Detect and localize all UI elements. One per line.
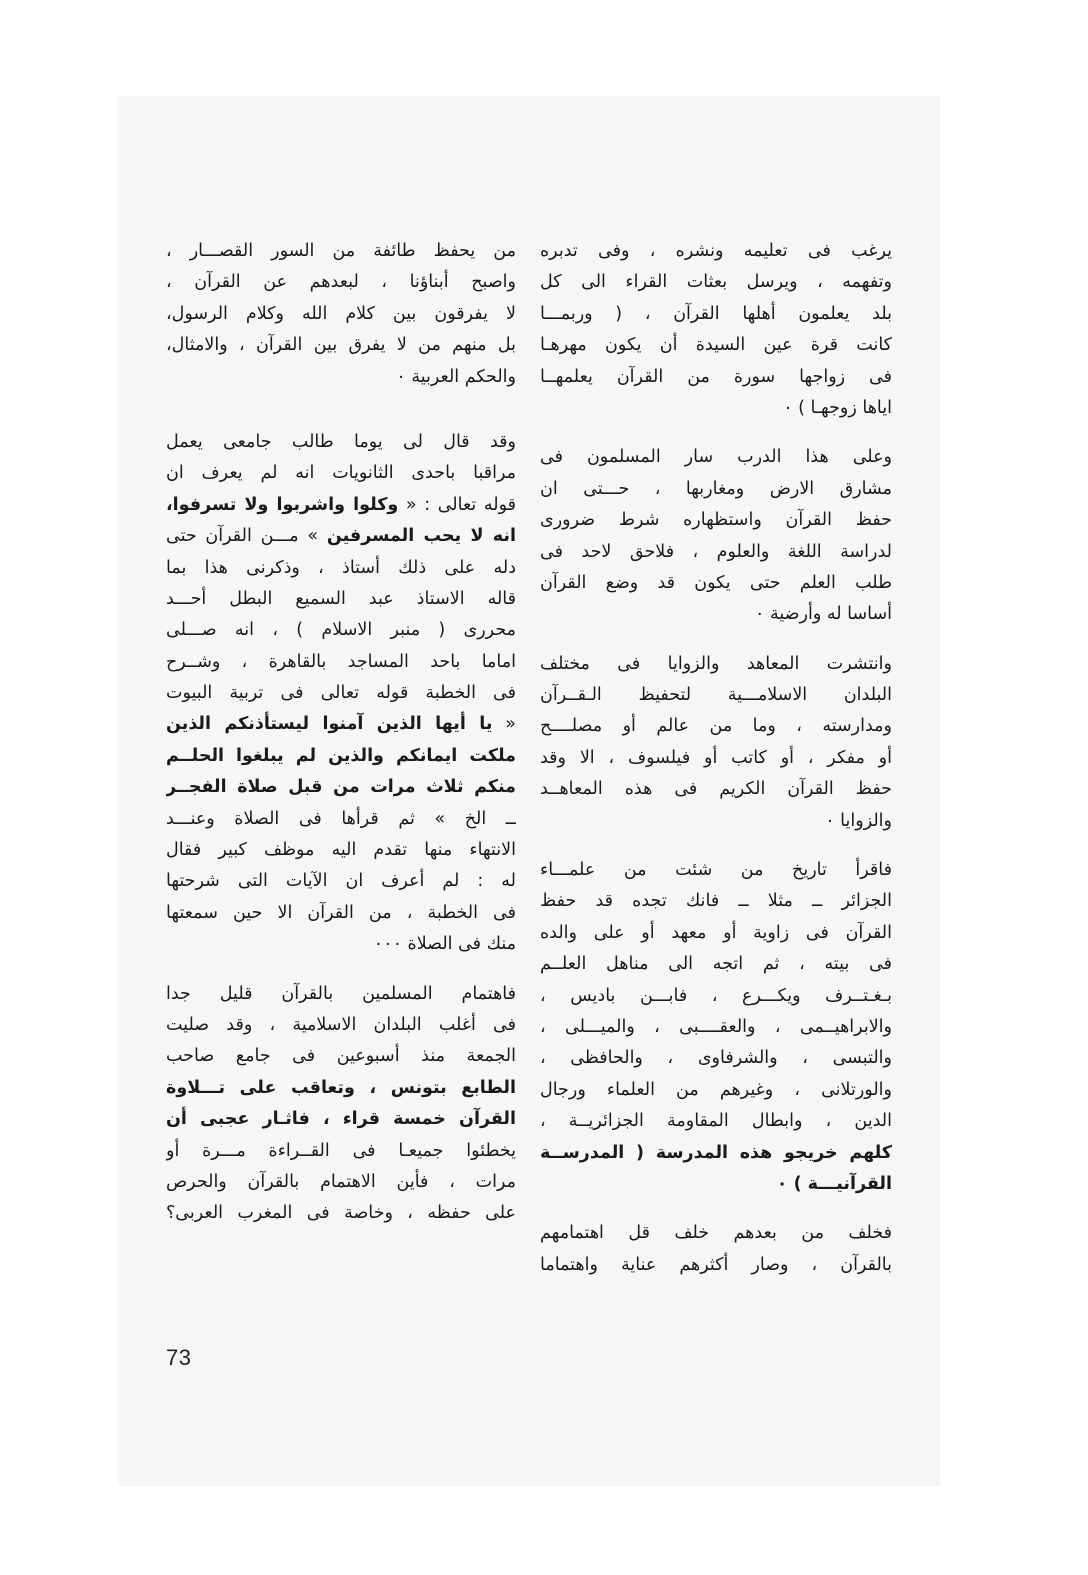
text-line: على حفظه ، وخاصة فى المغرب العربى؟ [166, 1203, 516, 1224]
text-line: محررى ( منبر الاسلام ) ، انه صـــلى [166, 620, 516, 641]
text-line: ومدارسته ، وما من عالم أو مصلــــح [540, 716, 892, 737]
paragraph-gap [166, 961, 516, 979]
text-line: القرآن فى زاوية أو معهد أو على والده [540, 922, 892, 943]
text-line: والتبسى ، والشرفاوى ، والحافظى ، [540, 1048, 892, 1069]
quran-verse-span: انه لا يحب المسرفين [326, 526, 516, 547]
text-line-bold: كلهم خريجو هذه المدرسة ( المدرســة [540, 1142, 892, 1163]
text-line: الانتهاء منها تقدم اليه موظف كبير فقال [166, 840, 516, 861]
text-line: طلب العلم حتى يكون قد وضع القرآن [540, 572, 892, 593]
text-line: الدين ، وابطال المقاومة الجزائريــة ، [540, 1111, 892, 1132]
text-span: « [505, 714, 516, 735]
text-line: وانتشرت المعاهد والزوايا فى مختلف [540, 653, 892, 674]
quran-verse-line: ملكت ايمانكم والذين لم يبلغوا الحلــم [166, 745, 516, 766]
text-line-mixed [166, 709, 516, 740]
text-line: يرغب فى تعليمه ونشره ، وفى تدبره [540, 241, 892, 261]
text-line: فى زواجها سورة من القرآن يعلمهــا [540, 366, 892, 387]
right-paragraph-3 [540, 649, 892, 837]
text-line: من يحفظ طائفة من السور القصـــار ، [166, 241, 516, 261]
text-line: له : لم أعرف ان الآيات التى شرحتها [166, 871, 516, 892]
right-column [540, 236, 892, 1281]
text-line: فى بيته ، ثم اتجه الى مناهل العلــم [540, 954, 892, 975]
text-line: ــ الخ » ثم قرأها فى الصلاة وعنـــد [166, 808, 516, 829]
text-line: حفظ القرآن واستظهاره شرط ضرورى [540, 510, 892, 531]
quran-verse-span: يا أيها الذين آمنوا ليستأذنكم الذين [166, 714, 493, 735]
text-line: وتفهمه ، ويرسل بعثات القراء الى كل [540, 272, 892, 293]
text-span: » مـــن القرآن حتى [166, 526, 319, 547]
text-line: كانت قرة عين السيدة أن يكون مهرهـا [540, 335, 892, 356]
text-line: بـغـتــرف ويكـــرع ، فابـــن باديس ، [540, 985, 892, 1006]
right-paragraph-1 [540, 236, 892, 424]
text-line: دله على ذلك أستاذ ، وذكرنى هذا بما [166, 557, 516, 578]
text-line: فى الخطبة ، من القرآن الا حين سمعتها [166, 902, 516, 923]
text-line: مراقبا باحدى الثانويات انه لم يعرف ان [166, 463, 516, 484]
text-span: قوله تعالى : « [405, 494, 516, 515]
text-line: فاقرأ تاريخ من شئت من علمـــاء [540, 860, 892, 881]
text-line: البلدان الاسلامـــية لتحفيظ الـقــرآن [540, 685, 892, 706]
left-paragraph-1 [166, 236, 516, 393]
text-line: وقد قال لى يوما طالب جامعى يعمل [166, 431, 516, 452]
text-line: مرات ، فأين الاهتمام بالقرآن والحرص [166, 1171, 516, 1192]
paragraph-gap [540, 837, 892, 855]
text-line: لدراسة اللغة والعلوم ، فلاحق لاحد فى [540, 541, 892, 562]
left-column [166, 236, 516, 1230]
text-line-mixed [166, 521, 516, 552]
paragraph-gap [540, 1200, 892, 1218]
text-line: لا يفرقون بين كلام الله وكلام الرسول، [166, 303, 516, 324]
text-line: بالقرآن ، وصار أكثرهم عناية واهتماما [540, 1254, 892, 1275]
right-paragraph-5 [540, 1218, 892, 1281]
text-line: قاله الاستاذ عبد السميع البطل أحـــد [166, 588, 516, 609]
text-line: والورتلانى ، وغيرهم من العلماء ورجال [540, 1079, 892, 1100]
text-line-mixed [166, 490, 516, 521]
text-line: والزوايا ٠ [825, 810, 892, 831]
page-number: 73 [166, 1345, 192, 1370]
right-paragraph-2 [540, 442, 892, 630]
text-line: فى الخطبة قوله تعالى فى تربية البيوت [166, 683, 516, 704]
text-line: حفظ القرآن الكريم فى هذه المعاهــد [540, 779, 892, 800]
text-line: فاهتمام المسلمين بالقرآن قليل جدا [166, 983, 516, 1004]
text-line-bold: القرآن خمسة قراء ، فاثـار عجبى أن [166, 1109, 516, 1130]
text-line: أساسا له وأرضية ٠ [755, 604, 892, 625]
paragraph-gap [540, 631, 892, 649]
text-line: مشارق الارض ومغاربها ، حـــتى ان [540, 478, 892, 499]
right-paragraph-4 [540, 855, 892, 1200]
text-line: اماما باحد المساجد بالقاهرة ، وشــرح [166, 651, 516, 672]
quran-verse-span: وكلوا واشربوا ولا تسرفوا، [166, 494, 399, 515]
left-paragraph-3 [166, 979, 516, 1230]
text-line: وعلى هذا الدرب سار المسلمون فى [540, 447, 892, 468]
text-line: والحكم العربية ٠ [396, 366, 516, 387]
text-line: بل منهم من لا يفرق بين القرآن ، والامثال، [166, 335, 516, 356]
text-line: اياها زوجهـا ) ٠ [783, 397, 892, 418]
text-line: يخطئوا جميعـا فى القــراءة مـــرة أو [166, 1140, 516, 1161]
text-line: واصبح أبناؤنا ، لبعدهم عن القرآن ، [166, 272, 516, 293]
text-line: منك فى الصلاة ٠٠٠ [373, 934, 516, 955]
text-line: فخلف من بعدهم خلف قل اهتمامهم [540, 1223, 892, 1244]
paragraph-gap [540, 424, 892, 442]
text-line: والابراهيــمى ، والعقــــبى ، والميـــلى ، [540, 1016, 892, 1037]
left-paragraph-2 [166, 427, 516, 961]
text-line: بلد يعلمون أهلها القرآن ، ( وربمـــا [540, 303, 892, 324]
quran-verse-line: منكم ثلاث مرات من قبل صلاة الفجــر [166, 777, 516, 798]
text-line-bold: القرآنيـــة ) ٠ [776, 1173, 892, 1194]
paragraph-gap [166, 393, 516, 427]
text-line: فى أغلب البلدان الاسلامية ، وقد صليت [166, 1014, 516, 1035]
text-line: أو مفكر ، أو كاتب أو فيلسوف ، الا وقد [540, 747, 892, 768]
text-line: الجمعة منذ أسبوعين فى جامع صاحب [166, 1046, 516, 1067]
text-line-bold: الطابع بتونس ، وتعاقب على تـــلاوة [166, 1077, 516, 1098]
text-line: الجزائر ــ مثلا ــ فانك تجده قد حفظ [540, 891, 892, 912]
